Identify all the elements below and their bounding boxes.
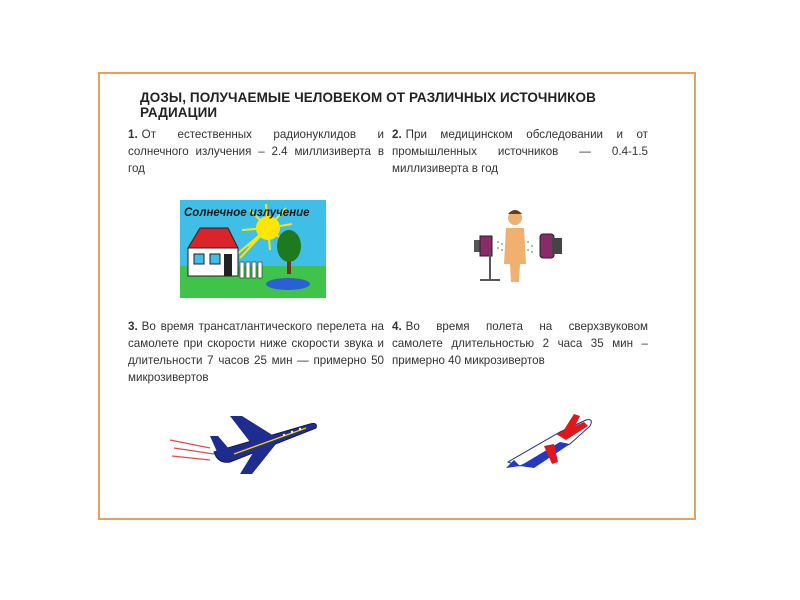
dose-item-4: [392, 318, 648, 369]
dose-item-2: [392, 126, 648, 177]
xray-person-icon: [470, 204, 566, 284]
item-number: 1.: [128, 128, 138, 141]
airliner-icon: [170, 414, 320, 476]
item-text: Во время полета на сверхзвуковом самолете длительностью 2 часа 35 мин – примерно 40 микрозивертов: [392, 320, 648, 367]
dose-item-1: [128, 126, 384, 177]
item-number: 2.: [392, 128, 402, 141]
sun-house-icon: [180, 200, 326, 298]
item-number: 3.: [128, 320, 138, 333]
item-text: От естественных радионуклидов и солнечного излучения – 2.4 миллизиверта в год: [128, 128, 384, 175]
supersonic-jet-icon: [500, 412, 596, 470]
slide-frame: [98, 72, 696, 520]
sun-caption: Солнечное излучение: [184, 207, 310, 219]
item-text: При медицинском обследовании и от промышленных источников — 0.4-1.5 миллизиверта в год: [392, 128, 648, 175]
slide-title: ДОЗЫ, ПОЛУЧАЕМЫЕ ЧЕЛОВЕКОМ ОТ РАЗЛИЧНЫХ ИСТОЧНИКОВ РАДИАЦИИ: [140, 90, 596, 120]
dose-item-3: [128, 318, 384, 386]
item-number: 4.: [392, 320, 402, 333]
item-text: Во время трансатлантического перелета на самолете при скорости ниже скорости звука и длительности 7 часов 25 мин — примерно 50 микрозивертов: [128, 320, 384, 384]
